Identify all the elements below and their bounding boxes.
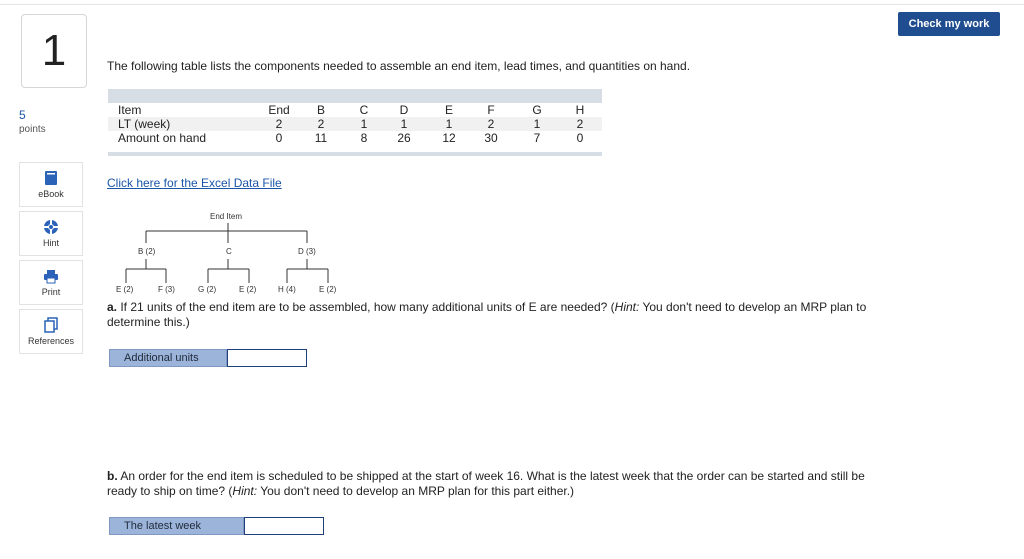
cell-lt: 2 bbox=[275, 117, 283, 131]
cell-lt: 1 bbox=[533, 117, 541, 131]
cell-lt: 1 bbox=[360, 117, 368, 131]
cell-item: D bbox=[399, 103, 409, 117]
points-value: 5 bbox=[19, 108, 26, 122]
part-b-question bbox=[107, 469, 877, 499]
references-icon bbox=[44, 317, 58, 333]
part-b-prefix: b. bbox=[107, 469, 118, 483]
part-b-text-end: You don't need to develop an MRP plan for this part either.) bbox=[257, 484, 575, 498]
cell-lt: 2 bbox=[317, 117, 325, 131]
cell-item: C bbox=[359, 103, 369, 117]
cell-amount: 11 bbox=[314, 131, 328, 145]
excel-data-file-link[interactable]: Click here for the Excel Data File bbox=[107, 176, 282, 190]
row-label-lt: LT (week) bbox=[118, 117, 171, 131]
cell-amount: 8 bbox=[360, 131, 368, 145]
part-b-text: An order for the end item is scheduled to be shipped at the start of week 16. What is the latest week that the order can be started and still be ready to ship on time? ( bbox=[107, 469, 865, 498]
table-bottom-band bbox=[108, 152, 602, 156]
tree-node-g: G (2) bbox=[198, 285, 217, 294]
lifebuoy-icon bbox=[43, 219, 59, 235]
ebook-button[interactable] bbox=[19, 162, 83, 207]
tree-node-b: B (2) bbox=[138, 247, 156, 256]
printer-icon bbox=[43, 269, 59, 284]
cell-item: B bbox=[316, 103, 325, 117]
tree-node-d: D (3) bbox=[298, 247, 316, 256]
cell-lt: 2 bbox=[576, 117, 584, 131]
cell-amount: 7 bbox=[533, 131, 541, 145]
tree-node-f: F (3) bbox=[158, 285, 175, 294]
row-label-item: Item bbox=[118, 103, 142, 117]
tree-node-c: C bbox=[226, 247, 232, 256]
part-a-text: If 21 units of the end item are to be assembled, how many additional units of E are needed? ( bbox=[117, 300, 615, 314]
part-a-prefix: a. bbox=[107, 300, 118, 314]
cell-item: F bbox=[487, 103, 495, 117]
latest-week-input[interactable] bbox=[244, 517, 324, 535]
cell-item: G bbox=[532, 103, 542, 117]
question-intro: The following table lists the components needed to assemble an end item, lead times, and quantities on hand. bbox=[107, 59, 691, 73]
print-button[interactable] bbox=[19, 260, 83, 305]
tree-node-e: E (2) bbox=[319, 285, 337, 294]
hint-button[interactable] bbox=[19, 211, 83, 256]
part-b-hint: Hint: bbox=[232, 484, 258, 498]
references-button[interactable] bbox=[19, 309, 83, 354]
book-icon bbox=[44, 170, 58, 186]
hint-label: Hint bbox=[42, 238, 59, 248]
cell-lt: 1 bbox=[445, 117, 453, 131]
table-top-band bbox=[108, 89, 602, 103]
points-label: points bbox=[19, 124, 46, 135]
cell-item: H bbox=[575, 103, 585, 117]
part-a-question bbox=[107, 300, 877, 330]
row-label-amount: Amount on hand bbox=[118, 131, 207, 145]
cell-amount: 12 bbox=[442, 131, 456, 145]
cell-amount: 0 bbox=[275, 131, 283, 145]
cell-lt: 2 bbox=[487, 117, 495, 131]
tree-node-e: E (2) bbox=[239, 285, 257, 294]
part-a-text-end: You don't need to develop an MRP plan to determine this.) bbox=[107, 300, 867, 329]
cell-amount: 30 bbox=[484, 131, 498, 145]
cell-amount: 26 bbox=[397, 131, 411, 145]
check-my-work-button[interactable]: Check my work bbox=[898, 12, 1000, 36]
cell-lt: 1 bbox=[400, 117, 408, 131]
top-divider bbox=[0, 4, 1024, 5]
additional-units-input[interactable] bbox=[227, 349, 307, 367]
cell-item: E bbox=[444, 103, 453, 117]
references-label: References bbox=[27, 336, 75, 346]
tree-node-h: H (4) bbox=[278, 285, 296, 294]
print-label: Print bbox=[41, 286, 61, 297]
tree-root: End Item bbox=[210, 212, 243, 221]
additional-units-label: Additional units bbox=[109, 349, 227, 367]
part-a-answer-row bbox=[109, 349, 307, 367]
part-b-answer-row bbox=[109, 517, 324, 535]
ebook-label: eBook bbox=[38, 189, 64, 199]
cell-item: End bbox=[268, 103, 290, 117]
tree-node-e: E (2) bbox=[116, 285, 134, 294]
latest-week-label: The latest week bbox=[109, 517, 244, 535]
part-a-hint: Hint: bbox=[614, 300, 640, 314]
question-number: 1 bbox=[21, 14, 87, 88]
cell-amount: 0 bbox=[576, 131, 584, 145]
